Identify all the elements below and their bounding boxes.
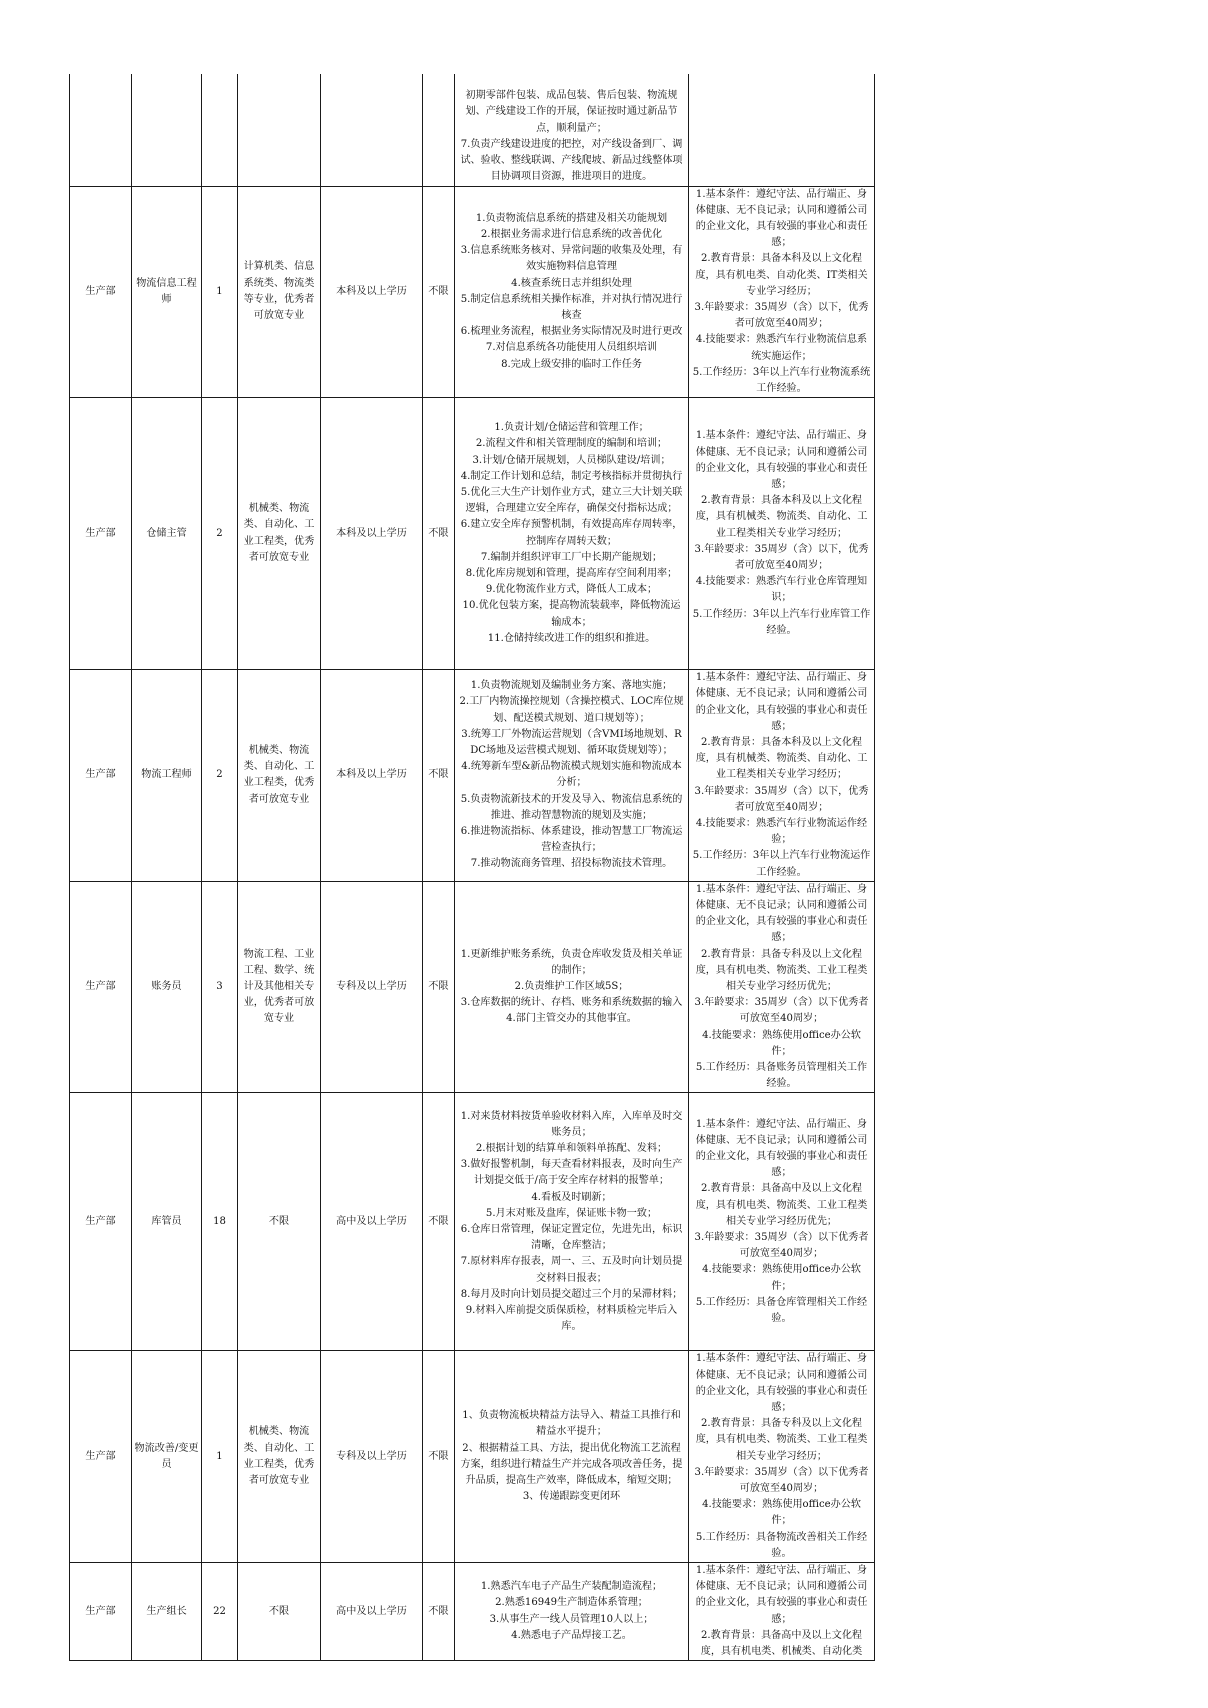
duty-line: 4.统筹新车型&新品物流模式规划实施和物流成本分析； xyxy=(461,761,682,789)
requirement-line: 1.基本条件：遵纪守法、品行端正、身体健康、无不良记录；认同和遵循公司的企业文化，具有较强的事业心和责任感； xyxy=(695,883,868,944)
duty-line: 1.更新维护账务系统，负责仓库收发货及相关单证的制作； xyxy=(460,948,683,976)
table-body xyxy=(70,74,875,1661)
duty-line: 2、根据精益工具、方法，提出优化物流工艺流程方案，组织进行精益生产并完成各项改善任务，提升品质，提高生产效率，降低成本，缩短交期； xyxy=(460,1442,683,1486)
duty-line: 2.负责维护工作区域5S； xyxy=(514,981,629,992)
requirement-line: 3.年龄要求：35周岁（含）以下，优秀者可放宽至40周岁； xyxy=(694,543,869,571)
duty-line: 10.优化包装方案，提高物流装载率，降低物流运输成本； xyxy=(462,600,681,628)
requirement-line: 1.基本条件：遵纪守法、品行端正、身体健康、无不良记录；认同和遵循公司的企业文化，具有较强的事业心和责任感； xyxy=(695,188,868,249)
requirement-line: 2.教育背景：具备高中及以上文化程度，具有机电类、机械类、自动化类 xyxy=(700,1629,863,1658)
duty-line: 1.负责物流信息系统的搭建及相关功能规划 xyxy=(475,212,668,224)
requirements-cell xyxy=(689,398,875,670)
requirement-line: 5.工作经历：3年以上汽车行业物流系统工作经验。 xyxy=(692,366,871,394)
major-cell: 机械类、物流类、自动化、工业工程类，优秀者可放宽专业 xyxy=(238,1351,321,1563)
duty-line: 4.看板及时刷新； xyxy=(531,1191,612,1203)
duty-line: 3.做好报警机制，每天查看材料报表，及时向生产计划提交低于/高于安全库存材料的报警单； xyxy=(460,1159,683,1187)
major-cell: 不限 xyxy=(238,1563,321,1661)
age-cell: 不限 xyxy=(423,1563,455,1661)
duty-line: 9.材料入库前提交质保质检，材料质检完毕后入库。 xyxy=(465,1304,678,1333)
duty-line: 8.每月及时向计划员提交超过三个月的呆滞材料； xyxy=(460,1288,683,1300)
table-row xyxy=(70,186,875,398)
requirement-line: 3.年龄要求：35周岁（含）以下优秀者可放宽至40周岁； xyxy=(694,1466,869,1495)
duty-line: 5.月末对账及盘库，保证账卡物一致； xyxy=(485,1207,658,1219)
requirement-line: 3.年龄要求：35周岁（含）以下优秀者可放宽至40周岁； xyxy=(694,1232,869,1260)
duty-line: 3.计划/仓储开展规划，人员梯队建设/培训； xyxy=(472,454,671,466)
age-cell: 不限 xyxy=(423,398,455,670)
duty-line: 2.根据业务需求进行信息系统的改善优化 xyxy=(480,229,663,240)
age-cell: 不限 xyxy=(423,881,455,1093)
duty-line: 11.仓储持续改进工作的组织和推进。 xyxy=(487,632,656,644)
department-cell: 生产部 xyxy=(70,1351,132,1563)
duty-line: 3.从事生产一线人员管理10人以上； xyxy=(489,1613,654,1625)
education-cell: 本科及以上学历 xyxy=(321,186,423,398)
position-cell: 生产组长 xyxy=(132,1563,202,1661)
duty-line: 3.统筹工厂外物流运营规划（含VMI场地规划、RDC场地及运营模式规划、循环取货规划等）； xyxy=(461,728,682,757)
duty-line: 2.熟悉16949生产制造体系管理； xyxy=(495,1597,648,1609)
duty-line: 1.负责物流规划及编制业务方案、落地实施； xyxy=(470,680,673,692)
table-row xyxy=(70,1563,875,1661)
duties-cell xyxy=(455,398,689,670)
requirements-cell xyxy=(689,881,875,1093)
age-cell: 不限 xyxy=(423,186,455,398)
age-cell: 不限 xyxy=(423,1351,455,1563)
requirement-line: 3.年龄要求：35周岁（含）以下优秀者可放宽至40周岁； xyxy=(694,997,869,1025)
education-cell: 高中及以上学历 xyxy=(321,1093,423,1351)
education-cell: 高中及以上学历 xyxy=(321,1563,423,1661)
duty-line: 8.完成上级安排的临时工作任务 xyxy=(501,358,642,370)
requirements-cell xyxy=(689,186,875,398)
requirement-line: 4.技能要求：熟悉汽车行业仓库管理知识； xyxy=(695,576,868,604)
major-cell xyxy=(238,74,321,186)
requirement-line: 1.基本条件：遵纪守法、品行端正、身体健康、无不良记录；认同和遵循公司的企业文化，具有较强的事业心和责任感； xyxy=(695,1565,868,1625)
position-cell: 物流改善/变更员 xyxy=(132,1351,202,1563)
position-cell: 物流工程师 xyxy=(132,670,202,882)
education-cell: 专科及以上学历 xyxy=(321,881,423,1093)
duty-line: 4.熟悉电子产品焊接工艺。 xyxy=(511,1629,632,1641)
department-cell xyxy=(70,74,132,186)
duty-line: 9.优化物流作业方式，降低人工成本； xyxy=(485,584,658,596)
duty-line: 1、负责物流板块精益方法导入、精益工具推行和精益水平提升； xyxy=(462,1410,681,1438)
duty-line: 7.编制并组织评审工厂中长期产能规划； xyxy=(480,551,663,563)
requirement-line: 4.技能要求：熟练使用office办公软件； xyxy=(702,1499,861,1527)
requirement-line: 3.年龄要求：35周岁（含）以下，优秀者可放宽至40周岁； xyxy=(694,785,869,813)
requirement-line: 2.教育背景：具备高中及以上文化程度，具有机电类、物流类、工业工程类相关专业学习经历优先； xyxy=(695,1183,868,1227)
headcount-cell: 1 xyxy=(202,186,238,398)
table-row xyxy=(70,1351,875,1563)
requirement-line: 4.技能要求：熟悉汽车行业物流运作经验； xyxy=(695,817,868,846)
major-cell: 机械类、物流类、自动化、工业工程类，优秀者可放宽专业 xyxy=(238,670,321,882)
duty-line: 5.优化三大生产计划作业方式，建立三大计划关联逻辑，合理建立安全库存，确保交付指标达成； xyxy=(460,487,683,515)
table-row xyxy=(70,670,875,882)
requirement-line: 2.教育背景：具备专科及以上文化程度，具有机电类、物流类、工业工程类相关专业学习经历优先； xyxy=(695,948,868,992)
duties-cell xyxy=(455,1093,689,1351)
duty-line: 8.优化库房规划和管理，提高库存空间利用率； xyxy=(465,568,678,580)
requirement-line: 1.基本条件：遵纪守法、品行端正、身体健康、无不良记录；认同和遵循公司的企业文化，具有较强的事业心和责任感； xyxy=(695,430,868,490)
headcount-cell: 2 xyxy=(202,670,238,882)
position-cell xyxy=(132,74,202,186)
headcount-cell: 22 xyxy=(202,1563,238,1661)
requirement-line: 5.工作经历：具备物流改善相关工作经验。 xyxy=(695,1531,868,1559)
duty-line: 6.推进物流指标、体系建设，推动智慧工厂物流运营检查执行； xyxy=(460,826,683,854)
table-row xyxy=(70,1093,875,1351)
duties-cell xyxy=(455,1351,689,1563)
department-cell: 生产部 xyxy=(70,670,132,882)
duty-line: 初期零部件包装、成品包装、售后包装、物流规划、产线建设工作的开展，保证按时通过新品节点，顺利量产； xyxy=(465,90,678,134)
requirement-line: 5.工作经历：具备仓库管理相关工作经验。 xyxy=(695,1296,868,1325)
requirement-line: 5.工作经历：具备账务员管理相关工作经验。 xyxy=(695,1062,868,1090)
duty-line: 7.对信息系统各功能使用人员组织培训 xyxy=(485,342,658,354)
requirement-line: 1.基本条件：遵纪守法、品行端正、身体健康、无不良记录；认同和遵循公司的企业文化，具有较强的事业心和责任感； xyxy=(695,1118,868,1179)
duty-line: 5.制定信息系统相关操作标准，并对执行情况进行核查 xyxy=(460,293,683,322)
department-cell: 生产部 xyxy=(70,398,132,670)
duty-line: 6.梳理业务流程，根据业务实际情况及时进行更改 xyxy=(460,326,683,338)
requirement-line: 2.教育背景：具备本科及以上文化程度，具有机电类、自动化类、IT类相关专业学习经历； xyxy=(695,253,868,297)
requirement-line: 1.基本条件：遵纪守法、品行端正、身体健康、无不良记录；认同和遵循公司的企业文化，具有较强的事业心和责任感； xyxy=(695,672,868,732)
department-cell: 生产部 xyxy=(70,1563,132,1661)
department-cell: 生产部 xyxy=(70,1093,132,1351)
major-cell: 不限 xyxy=(238,1093,321,1351)
duty-line: 4.部门主管交办的其他事宜。 xyxy=(506,1013,637,1025)
headcount-cell xyxy=(202,74,238,186)
position-cell: 仓储主管 xyxy=(132,398,202,670)
major-cell: 物流工程、工业工程、数学、统计及其他相关专业，优秀者可放宽专业 xyxy=(238,881,321,1093)
duty-line: 3.信息系统账务核对、异常问题的收集及处理，有效实施物料信息管理 xyxy=(460,245,683,273)
education-cell xyxy=(321,74,423,186)
duty-line: 3、传递跟踪变更闭环 xyxy=(522,1491,621,1503)
requirement-line: 5.工作经历：3年以上汽车行业库管工作经验。 xyxy=(692,608,871,636)
education-cell: 专科及以上学历 xyxy=(321,1351,423,1563)
duty-line: 4.制定工作计划和总结，制定考核指标并贯彻执行 xyxy=(460,470,683,482)
duty-line: 1.熟悉汽车电子产品生产装配制造流程； xyxy=(480,1581,663,1593)
age-cell: 不限 xyxy=(423,670,455,882)
duty-line: 3.仓库数据的统计、存档、账务和系统数据的输入 xyxy=(460,997,683,1009)
headcount-cell: 3 xyxy=(202,881,238,1093)
duty-line: 7.原材料库存报表，周一、三、五及时向计划员提交材料日报表； xyxy=(460,1256,683,1284)
requirement-line: 5.工作经历：3年以上汽车行业物流运作工作经验。 xyxy=(692,850,871,878)
duties-cell xyxy=(455,186,689,398)
requirements-cell xyxy=(689,670,875,882)
table-row xyxy=(70,881,875,1093)
requirement-line: 3.年龄要求：35周岁（含）以下，优秀者可放宽至40周岁； xyxy=(694,301,869,330)
headcount-cell: 1 xyxy=(202,1351,238,1563)
duty-line: 1.对来货材料按货单验收材料入库，入库单及时交账务员； xyxy=(460,1110,683,1138)
duty-line: 7.负责产线建设进度的把控，对产线设备到厂、调试、验收、整线联调、产线爬坡、新品过线整体项目协调项目资源，推进项目的进度。 xyxy=(460,138,683,183)
position-cell: 账务员 xyxy=(132,881,202,1093)
duty-line: 1.负责计划/仓储运营和管理工作； xyxy=(494,422,649,434)
position-cell: 库管员 xyxy=(132,1093,202,1351)
table-row xyxy=(70,398,875,670)
education-cell: 本科及以上学历 xyxy=(321,398,423,670)
requirement-line: 2.教育背景：具备专科及以上文化程度，具有机电类、物流类、工业工程类相关专业学习经历； xyxy=(695,1418,868,1462)
requirements-cell xyxy=(689,1351,875,1563)
age-cell: 不限 xyxy=(423,1093,455,1351)
education-cell: 本科及以上学历 xyxy=(321,670,423,882)
duty-line: 5.负责物流新技术的开发及导入、物流信息系统的推进、推动智慧物流的规划及实施； xyxy=(460,793,683,821)
duty-line: 7.推动物流商务管理、招投标物流技术管理。 xyxy=(470,858,673,870)
table-row xyxy=(70,74,875,186)
department-cell: 生产部 xyxy=(70,881,132,1093)
requirements-cell xyxy=(689,74,875,186)
recruitment-table xyxy=(69,74,875,1661)
major-cell: 机械类、物流类、自动化、工业工程类，优秀者可放宽专业 xyxy=(238,398,321,670)
duty-line: 6.建立安全库存预警机制，有效提高库存周转率，控制库存周转天数； xyxy=(460,519,683,547)
duties-cell xyxy=(455,1563,689,1661)
requirement-line: 4.技能要求：熟练使用office办公软件； xyxy=(702,1264,861,1292)
requirement-line: 2.教育背景：具备本科及以上文化程度，具有机械类、物流类、自动化、工业工程类相关专业学习经历； xyxy=(695,736,868,781)
age-cell xyxy=(423,74,455,186)
requirements-cell xyxy=(689,1563,875,1661)
headcount-cell: 18 xyxy=(202,1093,238,1351)
department-cell: 生产部 xyxy=(70,186,132,398)
duty-line: 6.仓库日常管理，保证定置定位，先进先出，标识清晰，仓库整洁； xyxy=(460,1223,683,1252)
requirement-line: 4.技能要求：熟悉汽车行业物流信息系统实施运作； xyxy=(695,334,868,362)
requirement-line: 4.技能要求：熟练使用office办公软件； xyxy=(702,1029,861,1057)
duties-cell xyxy=(455,881,689,1093)
duties-cell xyxy=(455,670,689,882)
major-cell: 计算机类、信息系统类、物流类等专业，优秀者可放宽专业 xyxy=(238,186,321,398)
requirements-cell xyxy=(689,1093,875,1351)
requirement-line: 1.基本条件：遵纪守法、品行端正、身体健康、无不良记录；认同和遵循公司的企业文化，具有较强的事业心和责任感； xyxy=(695,1353,868,1414)
headcount-cell: 2 xyxy=(202,398,238,670)
duties-cell xyxy=(455,74,689,186)
duty-line: 2.流程文件和相关管理制度的编制和培训； xyxy=(475,438,668,450)
position-cell: 物流信息工程师 xyxy=(132,186,202,398)
duty-line: 2.根据计划的结算单和领料单拣配、发料； xyxy=(475,1142,668,1154)
duty-line: 2.工厂内物流操控规划（含操控模式、LOC库位规划、配送模式规划、道口规划等）； xyxy=(459,696,684,724)
requirement-line: 2.教育背景：具备本科及以上文化程度，具有机械类、物流类、自动化、工业工程类相关专业学习经历； xyxy=(695,495,868,539)
duty-line: 4.核查系统日志并组织处理 xyxy=(511,277,632,289)
